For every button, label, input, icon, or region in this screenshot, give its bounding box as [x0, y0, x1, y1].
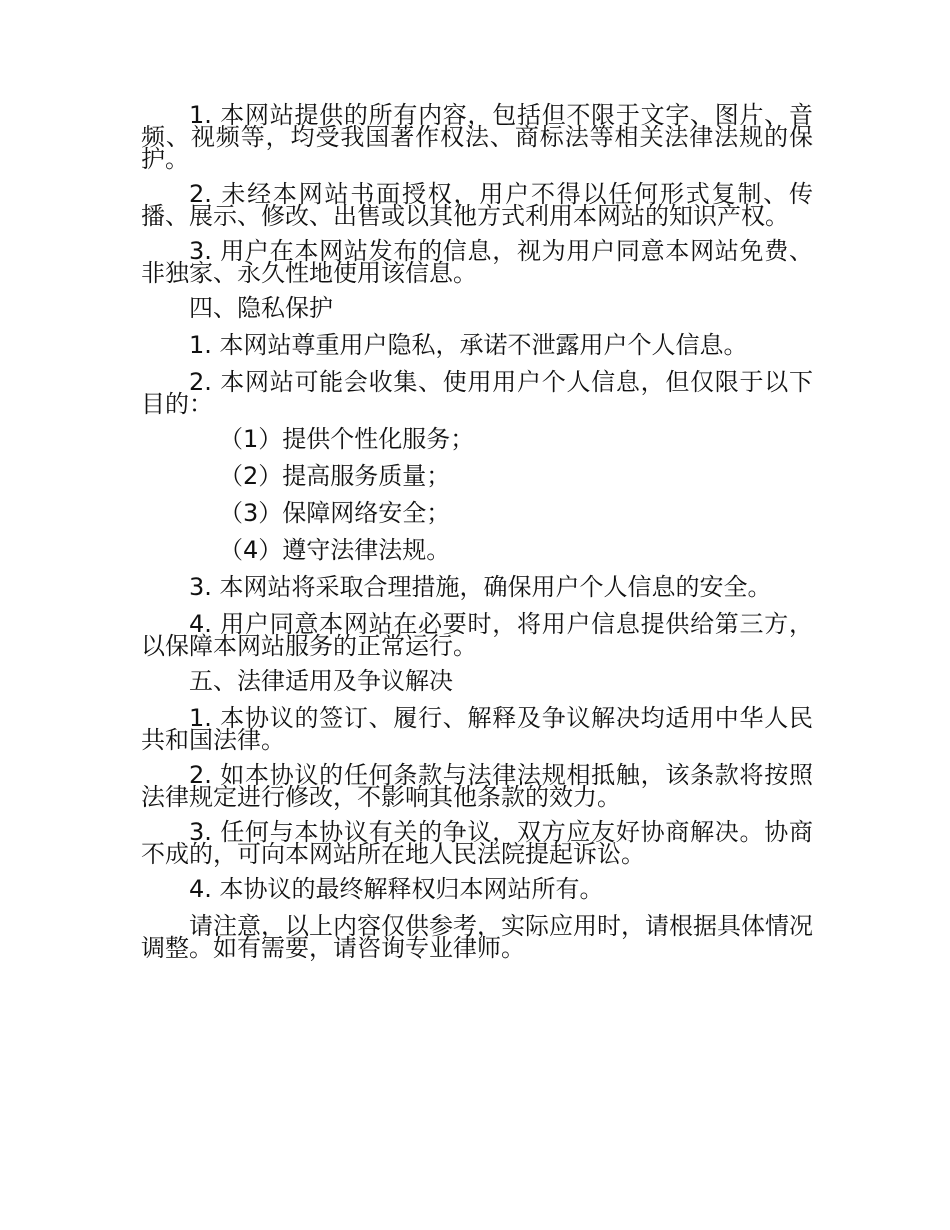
list-item: （2）提高服务质量； — [219, 462, 451, 490]
list-item: （3）保障网络安全； — [219, 499, 451, 527]
paragraph: 4. 本协议的最终解释权归本网站所有。 — [189, 875, 604, 903]
section-heading-privacy: 四、隐私保护 — [189, 294, 333, 322]
paragraph: 4. 用户同意本网站在必要时，将用户信息提供给第三方，以保障本网站服务的正常运行。 — [141, 610, 813, 660]
paragraph: 2. 如本协议的任何条款与法律法规相抵触，该条款将按照法律规定进行修改，不影响其他条款的效力。 — [141, 761, 813, 811]
paragraph: 3. 用户在本网站发布的信息，视为用户同意本网站免费、非独家、永久性地使用该信息。 — [141, 237, 813, 287]
paragraph: 2. 未经本网站书面授权，用户不得以任何形式复制、传播、展示、修改、出售或以其他方式利用本网站的知识产权。 — [141, 180, 813, 230]
paragraph: 3. 本网站将采取合理措施，确保用户个人信息的安全。 — [189, 573, 772, 601]
paragraph: 1. 本网站尊重用户隐私，承诺不泄露用户个人信息。 — [189, 331, 748, 359]
paragraph: 1. 本协议的签订、履行、解释及争议解决均适用中华人民共和国法律。 — [141, 704, 813, 754]
document-body — [141, 101, 813, 972]
section-heading-law: 五、法律适用及争议解决 — [189, 667, 453, 695]
list-item: （4）遵守法律法规。 — [219, 536, 451, 564]
paragraph: 1. 本网站提供的所有内容，包括但不限于文字、图片、音频、视频等，均受我国著作权法、商标法等相关法律法规的保护。 — [141, 101, 813, 173]
list-item: （1）提供个性化服务； — [219, 425, 475, 453]
paragraph: 2. 本网站可能会收集、使用用户个人信息，但仅限于以下目的： — [141, 368, 813, 418]
closing-note: 请注意，以上内容仅供参考，实际应用时，请根据具体情况调整。如有需要，请咨询专业律师。 — [141, 912, 813, 962]
paragraph: 3. 任何与本协议有关的争议，双方应友好协商解决。协商不成的，可向本网站所在地人民法院提起诉讼。 — [141, 818, 813, 868]
